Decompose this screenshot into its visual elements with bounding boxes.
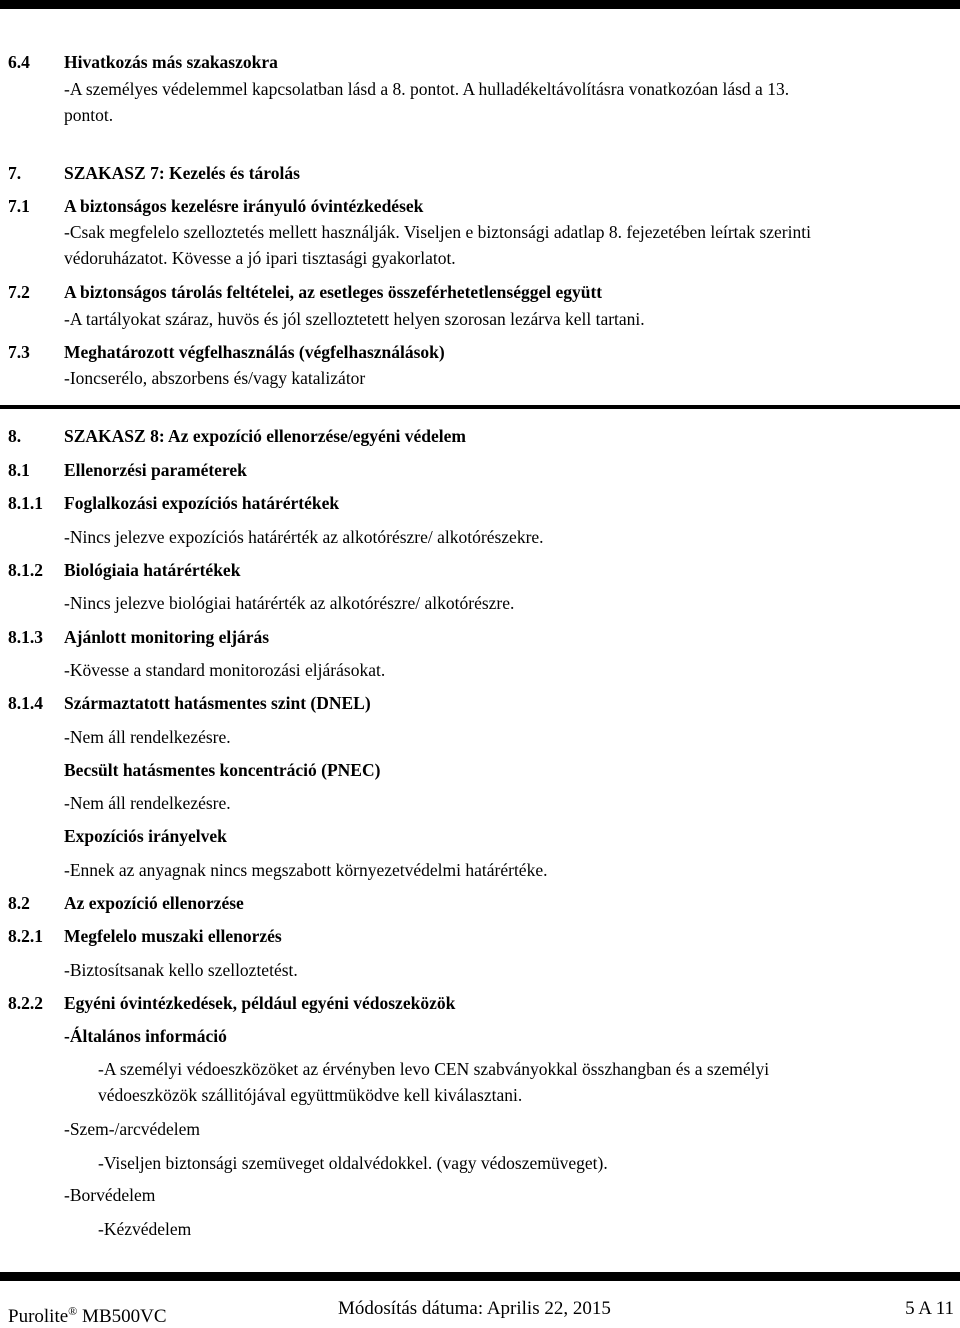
section-title-8: SZAKASZ 8: Az expozíció ellenorzése/egyéni védelem [64, 426, 466, 446]
revision-date: Módosítás dátuma: Aprilis 22, 2015 [338, 1298, 611, 1319]
section-title-8-1: Ellenorzési paraméterek [64, 460, 247, 480]
section-title-7-1: A biztonságos kezelésre irányuló óvintézkedések [64, 196, 424, 216]
eye-protection-title: -Szem-/arcvédelem [64, 1119, 201, 1139]
section-title-8-1-4: Származtatott hatásmentes szint (DNEL) [64, 693, 371, 713]
section-text: védoruházatot. Kövesse a jó ipari tisztasági gyakorlatot. [64, 248, 456, 268]
section-text: -Nincs jelezve expozíciós határérték az alkotórészre/ alkotórészekre. [64, 527, 544, 547]
footer-product [8, 1300, 167, 1328]
section-title-8-1-3: Ajánlott monitoring eljárás [64, 627, 270, 647]
section-title-8-1-1: Foglalkozási expozíciós határértékek [64, 493, 340, 513]
section-title-6-4: Hivatkozás más szakaszokra [64, 52, 278, 72]
section-text: -Nem áll rendelkezésre. [64, 727, 231, 747]
pnec-title: Becsült hatásmentes koncentráció (PNEC) [64, 760, 381, 780]
section-number-8: 8. [8, 426, 22, 446]
section-number-8-2-2: 8.2.2 [8, 993, 43, 1013]
section-text: -Ennek az anyagnak nincs megszabott környezetvédelmi határértéke. [64, 860, 548, 880]
page-number: 5 A 11 [905, 1298, 954, 1319]
section-number-7-1: 7.1 [8, 196, 30, 216]
section-number-6-4: 6.4 [8, 52, 30, 72]
section-number-8-1-2: 8.1.2 [8, 560, 43, 580]
section-number-8-1-1: 8.1.1 [8, 493, 43, 513]
section-text: -Ioncserélo, abszorbens és/vagy katalizátor [64, 368, 366, 388]
section-number-8-1: 8.1 [8, 460, 30, 480]
section-title-7: SZAKASZ 7: Kezelés és tárolás [64, 163, 300, 183]
section-text: -Kövesse a standard monitorozási eljárásokat. [64, 660, 386, 680]
section-text: -A tartályokat száraz, huvös és jól szelloztetett helyen szorosan lezárva kell tartani. [64, 309, 645, 329]
top-rule [0, 0, 960, 9]
section-title-8-2-1: Megfelelo muszaki ellenorzés [64, 926, 282, 946]
section-number-8-2: 8.2 [8, 893, 30, 913]
footer-rule [0, 1272, 960, 1281]
section-title-8-1-2: Biológiaia határértékek [64, 560, 241, 580]
section-text: pontot. [64, 105, 114, 125]
section-text: -Csak megfelelo szelloztetés mellett használják. Viseljen e biztonsági adatlap 8. fejezetében leírtak szerinti [64, 222, 811, 242]
section-number-7: 7. [8, 163, 22, 183]
section-title-8-2: Az expozíció ellenorzése [64, 893, 244, 913]
skin-protection-title: -Borvédelem [64, 1185, 156, 1205]
section-number-7-2: 7.2 [8, 282, 30, 302]
section-text: -A személyes védelemmel kapcsolatban lásd a 8. pontot. A hulladékeltávolításra vonatkozóan lásd a 13. [64, 79, 790, 99]
section-text: védoeszközök szállitójával együttmüködve kell kiválasztani. [98, 1085, 523, 1105]
general-info-title: -Általános információ [64, 1026, 227, 1046]
section-text: -A személyi védoeszközöket az érvényben levo CEN szabványokkal összhangban és a személyi [98, 1059, 770, 1079]
section-text: -Biztosítsanak kello szelloztetést. [64, 960, 298, 980]
exposure-guidelines-title: Expozíciós irányelvek [64, 826, 227, 846]
hand-protection-title: -Kézvédelem [98, 1219, 192, 1239]
section-text: -Nincs jelezve biológiai határérték az alkotórészre/ alkotórészre. [64, 593, 515, 613]
section-text: -Viseljen biztonsági szemüveget oldalvédokkel. (vagy védoszemüveget). [98, 1153, 608, 1173]
section-number-8-1-4: 8.1.4 [8, 693, 43, 713]
section-title-7-2: A biztonságos tárolás feltételei, az esetleges összeférhetetlenséggel együtt [64, 282, 603, 302]
section-title-7-3: Meghatározott végfelhasználás (végfelhasználások) [64, 342, 445, 362]
section-divider [0, 405, 960, 409]
product-code: MB500VC [82, 1306, 167, 1327]
product-brand: Purolite [8, 1306, 69, 1327]
section-number-8-2-1: 8.2.1 [8, 926, 43, 946]
registered-mark: ® [68, 1304, 78, 1318]
section-title-8-2-2: Egyéni óvintézkedések, például egyéni védoszeközök [64, 993, 456, 1013]
section-text: -Nem áll rendelkezésre. [64, 793, 231, 813]
section-number-7-3: 7.3 [8, 342, 30, 362]
section-number-8-1-3: 8.1.3 [8, 627, 43, 647]
